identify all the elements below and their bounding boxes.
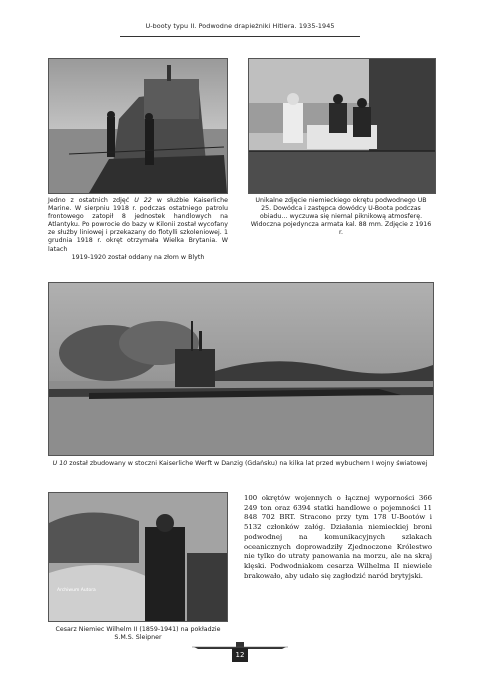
caption-u10: U 10 został zbudowany w stoczni Kaiserliche Werft w Danzig (Gdańsku) na kilka lat przed wybuchem I wojny światowej [52, 460, 428, 467]
photo-u10 [48, 282, 434, 456]
caption-ub25: Unikalne zdjęcie niemieckiego okrętu podwodnego UB 25. Dowódca i zastępca dowódcy U-Boota podczas obiadu… wyczuwa się niemal piknikową atmosferę. Widoczna pojedyncza armata kal. 88 mm. Zdjęcie z 1916 r. [250, 197, 432, 237]
running-header: U-booty typu II. Podwodne drapieżniki Hitlera. 1935-1945 [145, 22, 335, 30]
caption-wilhelm: Cesarz Niemiec Wilhelm II (1859-1941) na pokładzie S.M.S. Sleipner [55, 626, 221, 642]
photo-u10-image [49, 283, 433, 455]
photo-ub25-image [249, 59, 435, 193]
caption-u22: Jedno z ostatnich zdjęć U 22 w służbie Kaiserliche Marine. W sierpniu 1918 r. podczas ostatniego patrolu frontowego zatopił 8 jednostek handlowych na Atlantyku. Po powrocie do bazy w Kilonii został wycofany ze służby liniowej i przekazany do flotylli szkoleniowej. 1 grudnia 1918 r. okręt otrzymała Wielka Brytania. W latach 1919-1920 został oddany na złom w Blyth [48, 197, 228, 261]
photo-wilhelm [48, 492, 228, 622]
watermark-text: Archiwum Autora [57, 588, 96, 593]
body-paragraph: 100 okrętów wojennych o łącznej wyporności 366 249 ton oraz 6394 statki handlowe o pojemności 11 848 702 BRT. Stracono przy tym 178 U-Bootów i 5132 członków załóg. Działania niemieckiej broni podwodnej na komunikacyjnych szlakach oceanicznych doprowadziły Zjednoczone Królestwo nie tylko do utraty panowania na morzu, ale na skraj klęski. Podwodniakom cesarza Wilhelma II niewiele brakowało, aby udało się zagłodzić naród brytyjski. [244, 494, 432, 580]
page-number: 12 [232, 648, 248, 662]
photo-u22-image [49, 59, 227, 193]
photo-u22 [48, 58, 228, 194]
photo-ub25 [248, 58, 436, 194]
header-rule [120, 36, 360, 37]
photo-wilhelm-image [49, 493, 227, 621]
